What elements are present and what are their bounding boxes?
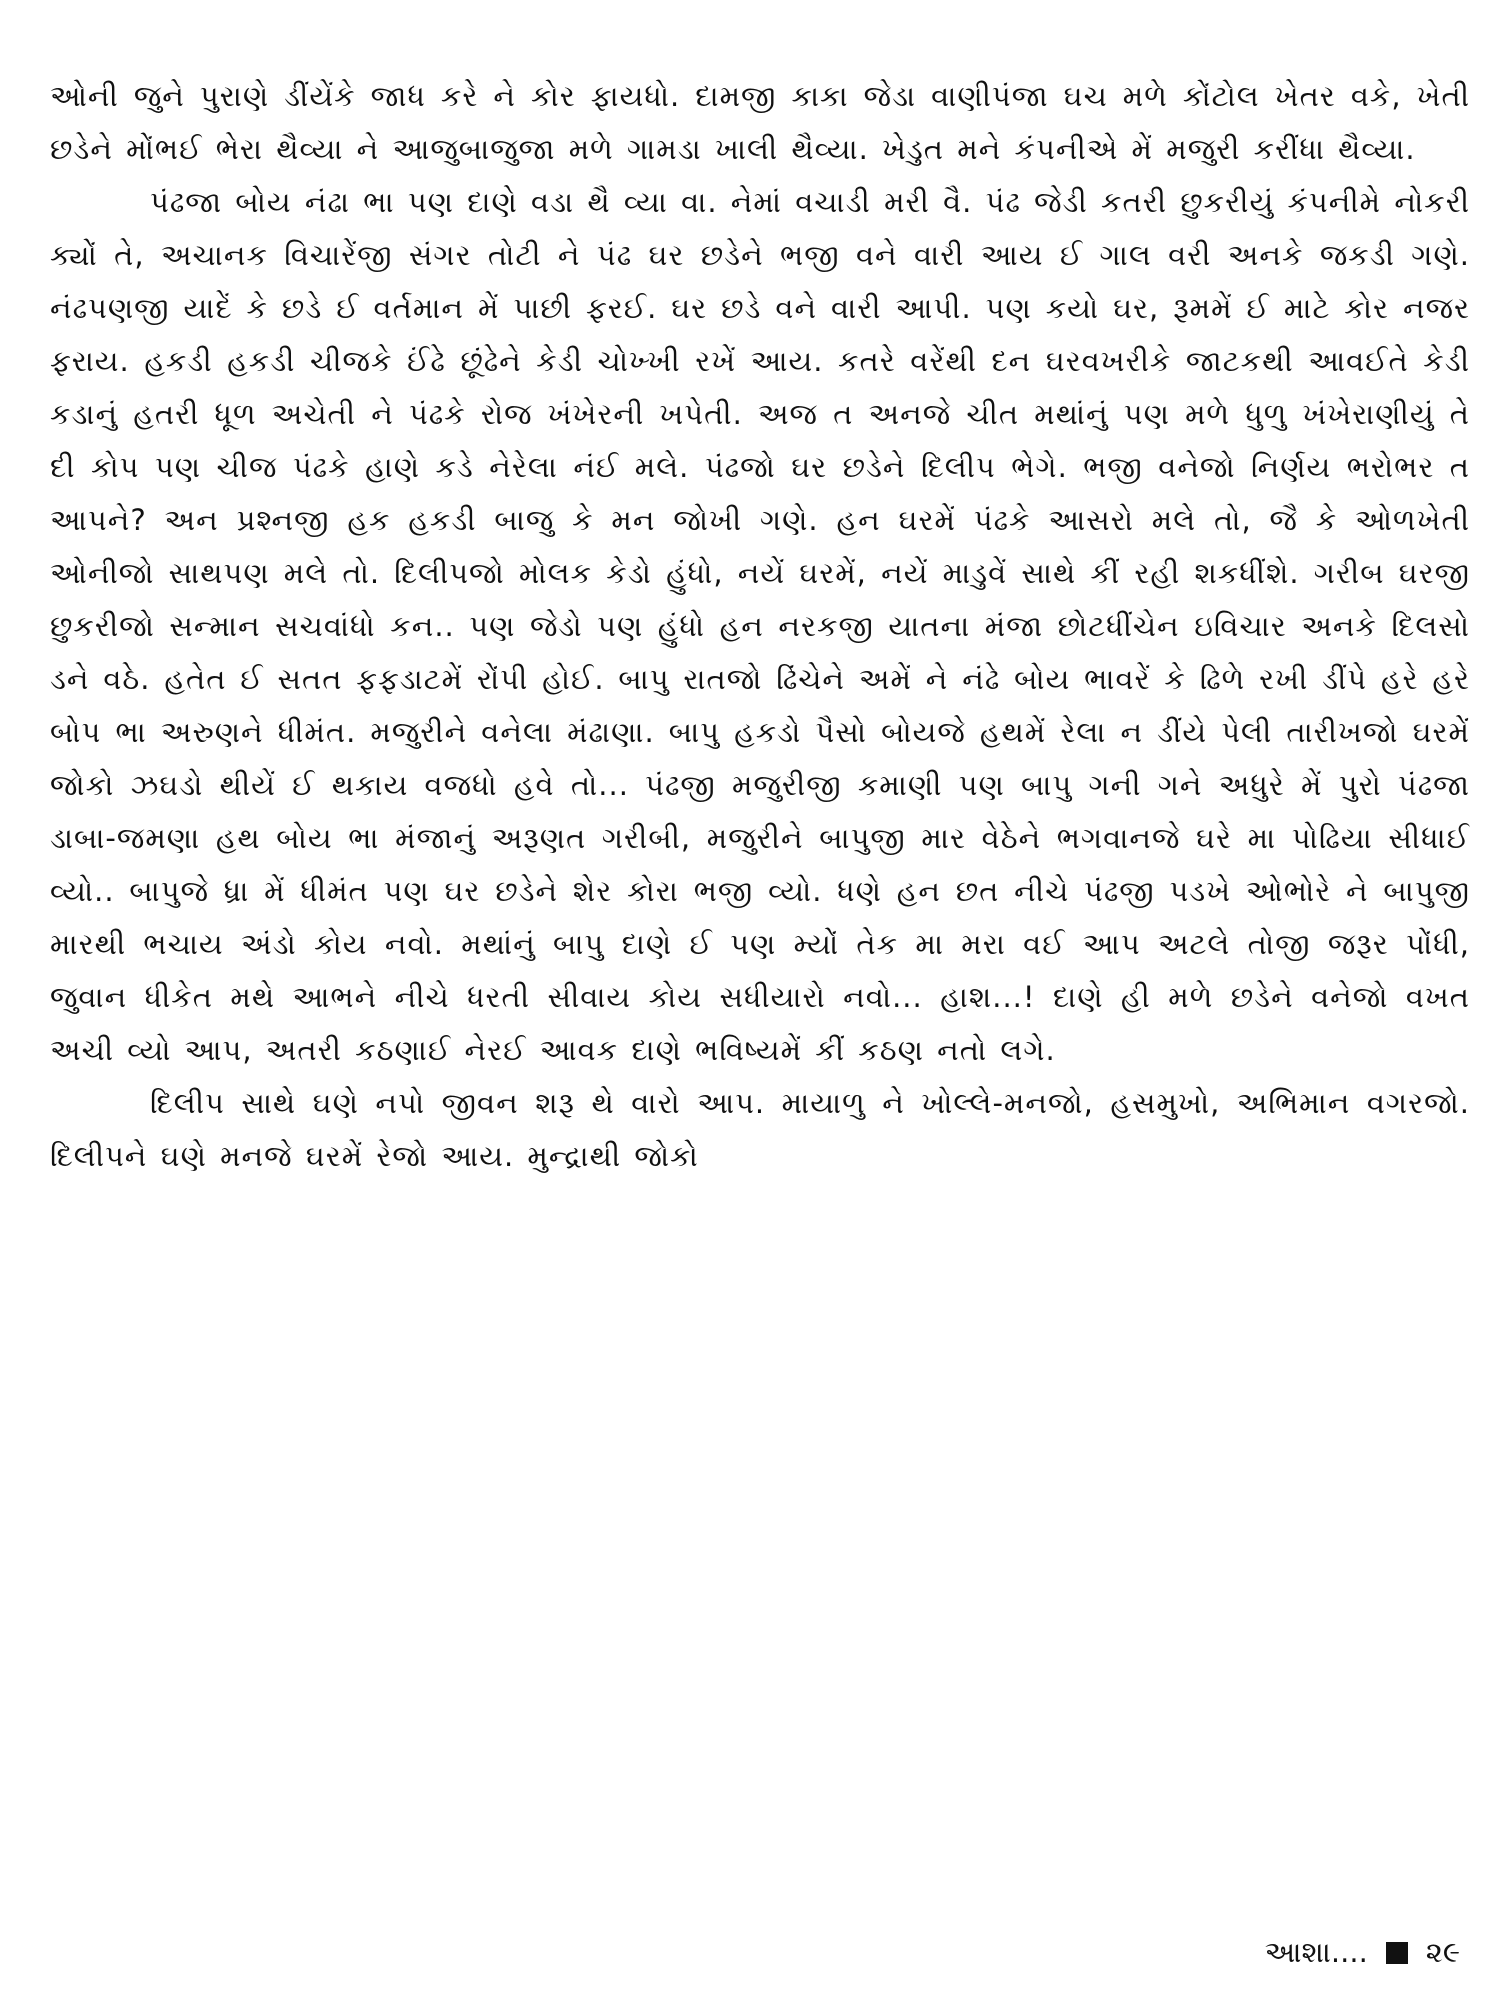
running-title: આશા.... — [1264, 1935, 1368, 1969]
square-bullet-icon — [1386, 1942, 1408, 1964]
page-footer — [1265, 1935, 1460, 1970]
page-body — [50, 70, 1470, 1950]
paragraph-3: દિલીપ સાથે ઘણે નપો જીવન શરૂ થે વારો આપ. માયાળુ ને ખોલ્લે-મનજો, હસમુખો, અભિમાન વગરજો. દિલીપને ઘણે મનજે ઘરમેં રેજો આય. મુન્દ્રાથી જોકો — [50, 1086, 1470, 1173]
paragraph-2: પંઢજા બોય નંઢા ભા પણ દાણે વડા થૈ વ્યા વા. નેમાં વચાડી મરી વૈ. પંઢ જેડી કતરી છુકરીયું કંપનીમે નોકરી ક્યોં તે, અચાનક વિચારેંજી સંગર તોટી ને પંઢ ઘર છડેને ભજી વને વારી આય ઈ ગાલ વરી અનકે જકડી ગણે. નંઢપણજી યાદેં કે છડે ઈ વર્તમાન મેં પાછી ફરઈ. ઘર છડે વને વારી આપી. પણ કયો ઘર, રૂમમેં ઈ માટે કોર નજર ફરાય. હકડી હકડી ચીજકે ઈંઢે છૂંઢેને કેડી ચોખ્ખી રખેં આય. કતરે વરેંથી દન ઘરવખરીકે જાટકથી આવઈતે કેડી કડાનું હતરી ધૂળ અચેતી ને પંઢકે રોજ ખંખેરની ખપેતી. અજ ત અનજે ચીત મથાંનું પણ મળે ધુળુ ખંખેરાણીયું તે દી કોપ પણ ચીજ પંઢકે હાણે કડે નેરેલા નંઈ મલે. પંઢજો ઘર છડેને દિલીપ ભેગે. ભજી વનેજો નિર્ણય ભરોભર ત આપને? અન પ્રશ્નજી હક હકડી બાજુ કે મન જોખી ગણે. હન ઘરમેં પંઢકે આસરો મલે તો, જૈ કે ઓળખેતી ઓનીજો સાથપણ મલે તો. દિલીપજો મોલક કેડો હુંધો, નયેં ઘરમેં, નયેં માડુવેં સાથે કીં રહી શકધીંશે. ગરીબ ઘરજી છુકરીજો સન્માન સચવાંધો કન.. પણ જેડો પણ હુંધો હન નરકજી યાતના મંજા છોટધીંચેન ઇવિચાર અનકે દિલસો ડને વઠે. હતેત ઈ સતત ફફડાટમેં રોંપી હોઈ. બાપુ રાતજો ઢિંચેને અમેં ને નંઢે બોય ભાવરેં કે ઢિળે રખી ડીંપે હરે હરે બોપ ભા અરુણને ધીમંત. મજુરીને વનેલા મંઢાણા. બાપુ હકડો પૈસો બોયજે હથમેં રેલા ન ડીંયે પેલી તારીખજો ઘરમેં જોકો ઝઘડો થીયેં ઈ થકાય વજધો હવે તો... પંઢજી મજુરીજી કમાણી પણ બાપુ ગની ગને અધુરે મેં પુરો પંઢજા ડાબા-જમણા હથ બોય ભા મંજાનું અરૂણત ગરીબી, મજુરીને બાપુજી માર વેઠેને ભગવાનજે ઘરે મા પોઢિયા સીધાઈ વ્યો.. બાપુજે ધ્રા મેં ધીમંત પણ ઘર છડેને શેર કોરા ભજી વ્યો. ધણે હન છત નીચે પંઢજી પડખે ઓભોરે ને બાપુજી મારથી ભચાય અંડો કોય નવો. મથાંનું બાપુ દાણે ઈ પણ મ્યોં તેક મા મરા વઈ આપ અટલે તોજી જરૂર પોંધી, જુવાન ધીકેત મથે આભને નીચે ધરતી સીવાય કોય સધીયારો નવો... હાશ...! દાણે હી મળે છડેને વનેજો વખત અચી વ્યો આપ, અતરી કઠણાઈ નેરઈ આવક દાણે ભવિષ્યમેં કીં કઠણ નતો લગે. — [50, 185, 1470, 1067]
page-number: ૨૯ — [1425, 1935, 1460, 1969]
paragraph-1: ઓની જુને પુરાણે ડીંયેંકે જાધ કરે ને કોર ફાયધો. દામજી કાકા જેડા વાણીપંજા ઘચ મળે કોંટોલ ખેતર વકે, ખેતી છડેને મોંભઈ ભેરા થૈવ્યા ને આજુબાજુજા મળે ગામડા ખાલી થૈવ્યા. ખેડુત મને કંપનીએ મેં મજુરી કરીંધા થૈવ્યા. — [50, 79, 1470, 166]
